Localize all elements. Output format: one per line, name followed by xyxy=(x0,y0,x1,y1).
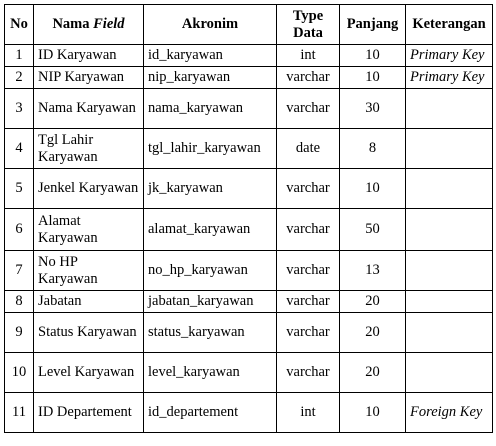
cell-panjang: 20 xyxy=(340,353,406,393)
cell-type: varchar xyxy=(277,67,340,89)
cell-keterangan xyxy=(406,209,493,251)
table-row xyxy=(5,89,493,129)
header-keterangan: Keterangan xyxy=(406,5,493,45)
cell-nama: Nama Karyawan xyxy=(34,89,144,129)
cell-type: date xyxy=(277,129,340,169)
table-row xyxy=(5,129,493,169)
cell-nama: ID Departement xyxy=(34,393,144,433)
cell-akronim: jabatan_karyawan xyxy=(144,291,277,313)
cell-nama: ID Karyawan xyxy=(34,45,144,67)
cell-type: int xyxy=(277,393,340,433)
table-body xyxy=(5,45,493,433)
header-type-line2: Data xyxy=(293,24,323,41)
cell-nama: Jenkel Karyawan xyxy=(34,169,144,209)
cell-type: varchar xyxy=(277,353,340,393)
cell-akronim: id_departement xyxy=(144,393,277,433)
cell-no: 6 xyxy=(5,209,34,251)
cell-nama: Status Karyawan xyxy=(34,313,144,353)
cell-nama: Jabatan xyxy=(34,291,144,313)
cell-panjang: 10 xyxy=(340,169,406,209)
cell-keterangan xyxy=(406,251,493,291)
cell-nama: Level Karyawan xyxy=(34,353,144,393)
table-row xyxy=(5,45,493,67)
cell-no: 11 xyxy=(5,393,34,433)
field-table xyxy=(4,4,493,433)
cell-no: 10 xyxy=(5,353,34,393)
cell-type: varchar xyxy=(277,209,340,251)
cell-akronim: alamat_karyawan xyxy=(144,209,277,251)
cell-akronim: nip_karyawan xyxy=(144,67,277,89)
cell-akronim: status_karyawan xyxy=(144,313,277,353)
cell-nama: No HP Karyawan xyxy=(34,251,144,291)
cell-panjang: 10 xyxy=(340,393,406,433)
cell-keterangan xyxy=(406,291,493,313)
cell-keterangan xyxy=(406,353,493,393)
cell-nama: NIP Karyawan xyxy=(34,67,144,89)
header-nama-prefix: Nama xyxy=(52,16,94,32)
cell-type: int xyxy=(277,45,340,67)
table-row xyxy=(5,209,493,251)
cell-panjang: 10 xyxy=(340,67,406,89)
table-row xyxy=(5,67,493,89)
cell-keterangan: Primary Key xyxy=(406,67,493,89)
cell-keterangan xyxy=(406,169,493,209)
cell-akronim: nama_karyawan xyxy=(144,89,277,129)
header-type-data xyxy=(277,5,340,45)
cell-keterangan xyxy=(406,89,493,129)
table-row xyxy=(5,393,493,433)
cell-panjang: 50 xyxy=(340,209,406,251)
cell-panjang: 10 xyxy=(340,45,406,67)
cell-akronim: tgl_lahir_karyawan xyxy=(144,129,277,169)
cell-keterangan xyxy=(406,313,493,353)
cell-no: 8 xyxy=(5,291,34,313)
cell-nama: Alamat Karyawan xyxy=(34,209,144,251)
table-row xyxy=(5,291,493,313)
cell-akronim: no_hp_karyawan xyxy=(144,251,277,291)
cell-no: 2 xyxy=(5,67,34,89)
header-type-line1: Type xyxy=(292,7,324,24)
cell-no: 1 xyxy=(5,45,34,67)
cell-panjang: 20 xyxy=(340,291,406,313)
table-row xyxy=(5,169,493,209)
cell-keterangan xyxy=(406,129,493,169)
header-nama-italic: Field xyxy=(93,16,125,32)
cell-panjang: 30 xyxy=(340,89,406,129)
header-panjang: Panjang xyxy=(340,5,406,45)
cell-keterangan: Foreign Key xyxy=(406,393,493,433)
cell-nama: Tgl Lahir Karyawan xyxy=(34,129,144,169)
cell-no: 4 xyxy=(5,129,34,169)
table-row xyxy=(5,251,493,291)
cell-panjang: 13 xyxy=(340,251,406,291)
cell-akronim: jk_karyawan xyxy=(144,169,277,209)
table-row xyxy=(5,313,493,353)
cell-type: varchar xyxy=(277,169,340,209)
header-nama-field xyxy=(34,5,144,45)
cell-type: varchar xyxy=(277,313,340,353)
header-no: No xyxy=(5,5,34,45)
cell-panjang: 8 xyxy=(340,129,406,169)
table-row xyxy=(5,353,493,393)
cell-akronim: level_karyawan xyxy=(144,353,277,393)
cell-akronim: id_karyawan xyxy=(144,45,277,67)
cell-no: 3 xyxy=(5,89,34,129)
cell-type: varchar xyxy=(277,251,340,291)
cell-panjang: 20 xyxy=(340,313,406,353)
cell-keterangan: Primary Key xyxy=(406,45,493,67)
cell-no: 7 xyxy=(5,251,34,291)
cell-type: varchar xyxy=(277,89,340,129)
cell-type: varchar xyxy=(277,291,340,313)
table-header-row xyxy=(5,5,493,45)
cell-no: 5 xyxy=(5,169,34,209)
cell-no: 9 xyxy=(5,313,34,353)
header-akronim: Akronim xyxy=(144,5,277,45)
